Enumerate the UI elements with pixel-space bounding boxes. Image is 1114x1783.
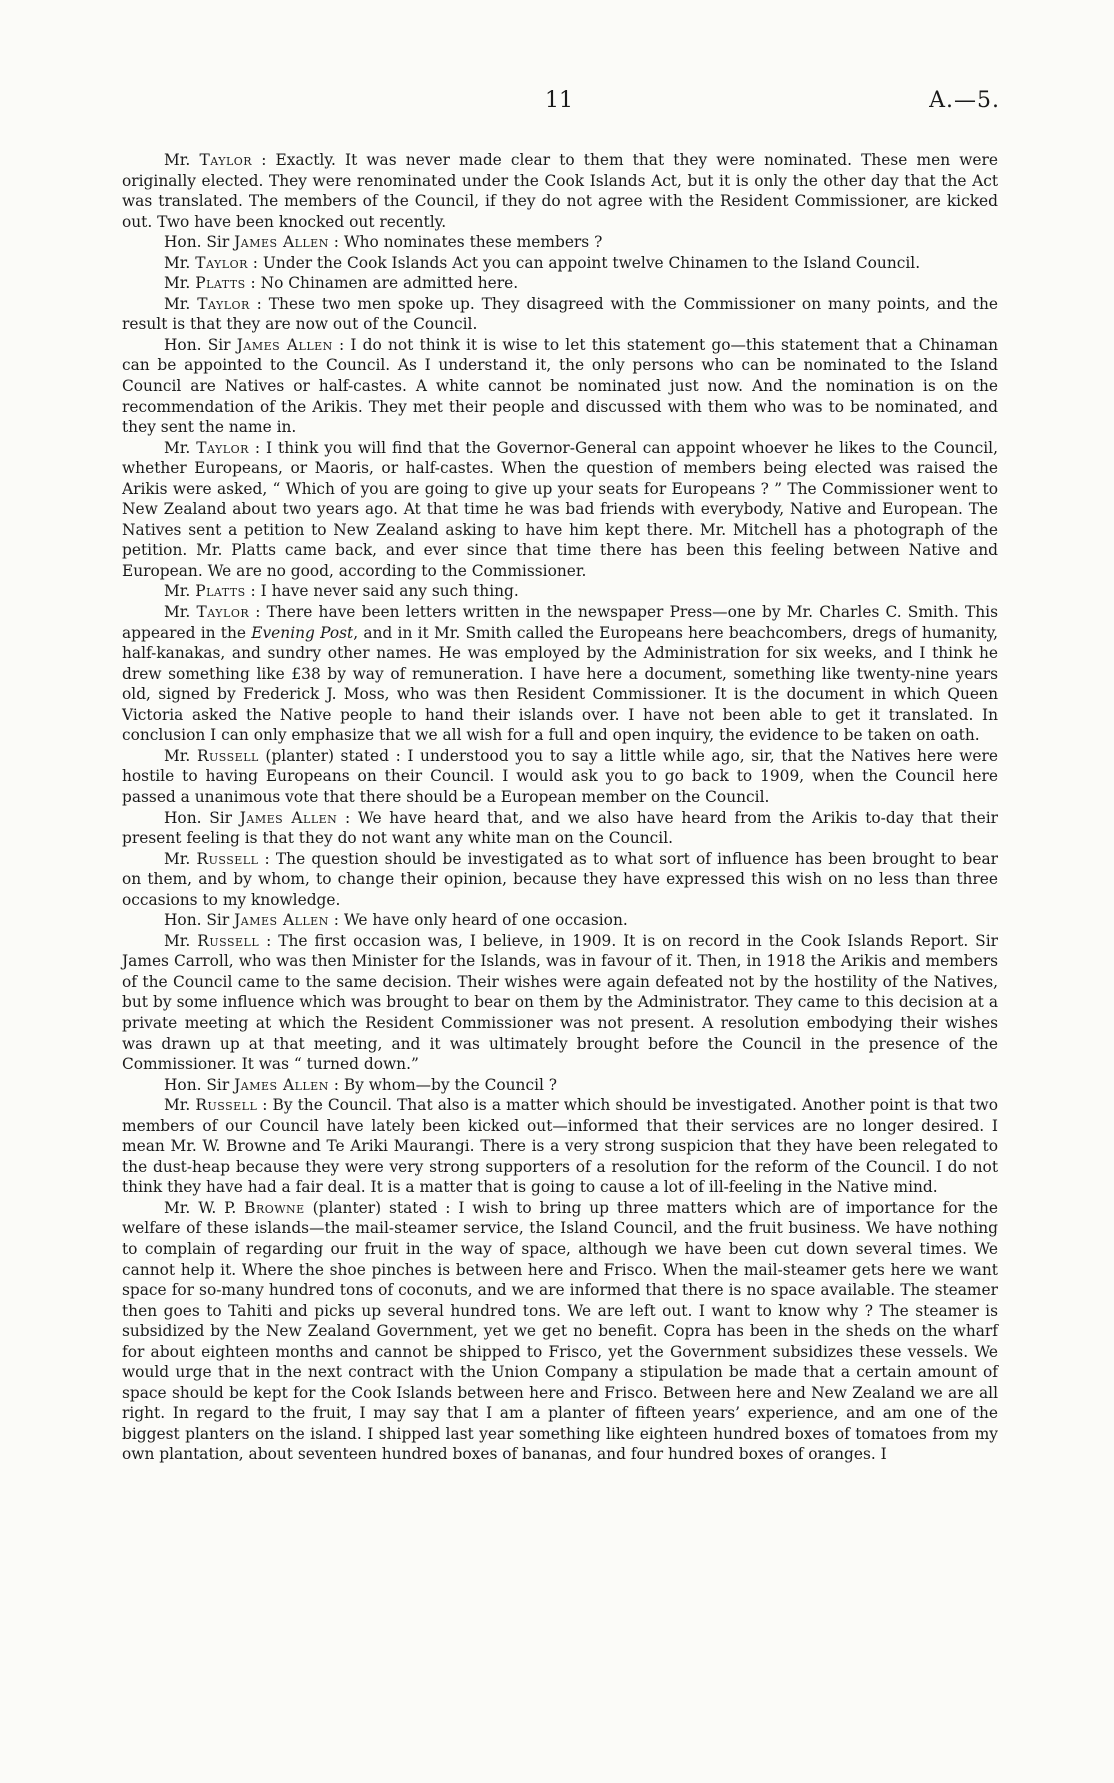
speaker-name: Taylor <box>197 294 250 313</box>
newspaper-title: Evening Post <box>251 623 354 642</box>
speaker-name: Browne <box>244 1198 305 1217</box>
speaker-name: James Allen <box>236 335 333 354</box>
paragraph: Mr. Platts : I have never said any such thing. <box>164 582 519 601</box>
paragraph: Mr. Platts : No Chinamen are admitted here. <box>164 274 519 293</box>
speaker-name: James Allen <box>239 808 338 827</box>
paragraph: Mr. Taylor : These two men spoke up. They disagreed with the Commissioner on many points, and the result is that they are now out of the Council. <box>122 294 998 334</box>
speaker-name: Taylor <box>196 603 250 622</box>
paragraph: Mr. W. P. Browne (planter) stated : I wish to bring up three matters which are of importance for the welfare of these islands—the mail-steamer service, the Island Council, and the fruit business. We have nothing to complain of regarding our fruit in the way of space, although we have been cut down several times. We cannot help it. Where the shoe pinches is between here and Frisco. When the mail-steamer gets here we want space for so-many hundred tons of coconuts, and we are informed that there is no space available. The steamer then goes to Tahiti and picks up several hundred tons. We are left out. I want to know why ? The steamer is subsidized by the New Zealand Government, yet we get no benefit. Copra has been in the sheds on the wharf for about eighteen months and cannot be shipped to Frisco, yet the Government subsidizes these vessels. We would urge that in the next contract with the Union Company a stipulation be made that a certain amount of space should be kept for the Cook Islands between here and Frisco. Between here and New Zealand we are all right. In regard to the fruit, I may say that I am a planter of fifteen years’ experience, and am one of the biggest planters on the island. I shipped last year something like eighteen hundred boxes of tomatoes from my own plantation, about seventeen hundred boxes of bananas, and four hundred boxes of oranges. I <box>122 1198 998 1464</box>
speaker-name: James Allen <box>234 233 329 252</box>
paragraph: Hon. Sir James Allen : We have heard that, and we also have heard from the Arikis to-day that their present feeling is that they do not want any white man on the Council. <box>122 808 998 848</box>
speaker-name: Taylor <box>195 253 248 272</box>
speaker-name: Platts <box>195 274 246 293</box>
page-header <box>0 88 1114 128</box>
paragraph: Mr. Taylor : Exactly. It was never made clear to them that they were nominated. These men were originally elected. They were renominated under the Cook Islands Act, but it is only the other day that the Act was translated. The members of the Council, if they do not agree with the Resident Commissioner, are kicked out. Two have been knocked out recently. <box>122 151 998 231</box>
paragraph: Mr. Russell : The question should be investigated as to what sort of influence has been brought to bear on them, and by whom, to change their opinion, because they have expressed this wish on no less than three occasions to my knowledge. <box>122 849 998 909</box>
speaker-name: Taylor <box>196 438 249 457</box>
speaker-name: James Allen <box>234 911 329 930</box>
speaker-name: Russell <box>196 746 259 765</box>
paragraph: Hon. Sir James Allen : We have only heard of one occasion. <box>164 911 628 930</box>
paragraph: Mr. Russell (planter) stated : I understood you to say a little while ago, sir, that the Natives here were hostile to having Europeans on their Council. I would ask you to go back to 1909, when the Council here passed a unanimous vote that there should be a European member on the Council. <box>122 746 998 806</box>
page-number: 11 <box>545 88 573 113</box>
paragraph: Mr. Taylor : There have been letters written in the newspaper Press—one by Mr. Charles C. Smith. This appeared in the Evening Post, and in it Mr. Smith called the Europeans here beachcombers, dregs of humanity, half-kanakas, and sundry other names. He was employed by the Administration for six weeks, and I think he drew something like £38 by way of remuneration. I have here a document, something like twenty-nine years old, signed by Frederick J. Moss, who was then Resident Commissioner. It is the document in which Queen Victoria asked the Native people to hand their islands over. I have not been able to get it translated. In conclusion I can only emphasize that we all wish for a full and open inquiry, the evidence to be taken on oath. <box>122 603 999 745</box>
paragraph: Mr. Taylor : I think you will find that the Governor-General can appoint whoever he likes to the Council, whether Europeans, or Maoris, or half-castes. When the question of members being elected was raised the Arikis were asked, “ Which of you are going to give up your seats for Europeans ? ” The Commissioner went to New Zealand about two years ago. At that time he was bad friends with everybody, Native and European. The Natives sent a petition to New Zealand asking to have him kept there. Mr. Mitchell has a photograph of the petition. Mr. Platts came back, and ever since that time there has been this feeling between Native and European. We are no good, according to the Commissioner. <box>122 438 998 580</box>
paragraph: Hon. Sir James Allen : Who nominates these members ? <box>164 233 603 252</box>
speaker-name: Platts <box>195 582 246 601</box>
paragraph: Mr. Russell : The first occasion was, I believe, in 1909. It is on record in the Cook Islands Report. Sir James Carroll, who was then Minister for the Islands, was in favour of it. Then, in 1918 the Arikis and members of the Council came to the same decision. Their wishes were again defeated not by the hostility of the Natives, but by some influence which was brought to bear on them by the Administrator. They came to this decision at a private meeting at which the Resident Commissioner was not present. A resolution embodying their wishes was drawn up at that meeting, and it was ultimately brought before the Council in the presence of the Commissioner. It was “ turned down.” <box>122 931 998 1074</box>
paragraph: Mr. Russell : By the Council. That also is a matter which should be investigated. Another point is that two members of our Council have lately been kicked out—informed that their services are no longer desired. I mean Mr. W. Browne and Te Ariki Maurangi. There is a very strong suspicion that they have been relegated to the dust-heap because they were very strong supporters of a resolution for the reform of the Council. I do not think they have had a fair deal. It is a matter that is going to cause a lot of ill-feeling in the Native mind. <box>122 1096 998 1197</box>
speaker-name: Russell <box>196 849 259 868</box>
speaker-name: Taylor <box>199 151 253 169</box>
speaker-name: Russell <box>197 931 260 950</box>
proceedings-text <box>122 150 998 1465</box>
speaker-name: Russell <box>195 1096 258 1115</box>
paragraph: Hon. Sir James Allen : By whom—by the Council ? <box>164 1075 558 1094</box>
paragraph: Mr. Taylor : Under the Cook Islands Act you can appoint twelve Chinamen to the Island Council. <box>164 253 921 272</box>
paper-reference: A.—5. <box>929 88 1000 113</box>
speaker-name: James Allen <box>234 1075 329 1094</box>
paragraph: Hon. Sir James Allen : I do not think it is wise to let this statement go—this statement that a Chinaman can be appointed to the Council. As I understand it, the only persons who can be nominated to the Island Council are Natives or half-castes. A white cannot be nominated just now. And the nomination is on the recommendation of the Arikis. They met their people and discussed with them who was to be nominated, and they sent the name in. <box>122 335 998 437</box>
